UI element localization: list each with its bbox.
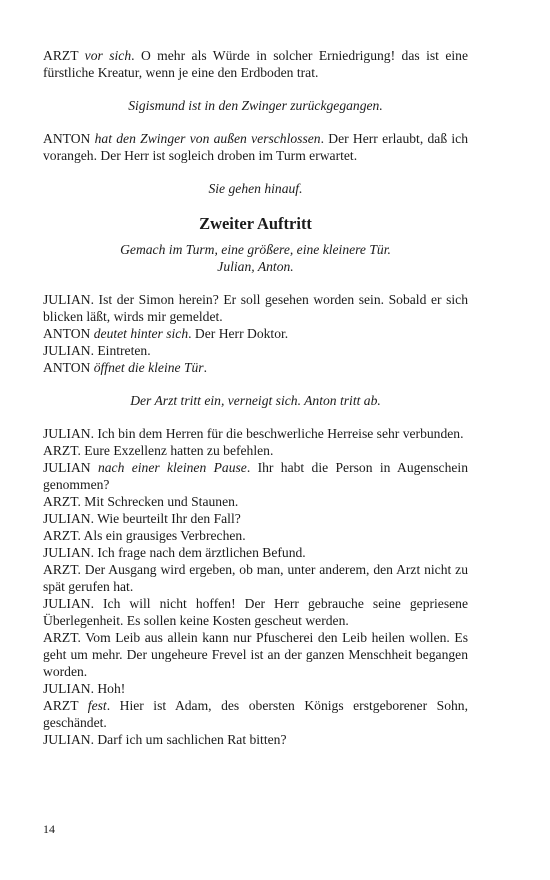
stage-direction-inline: vor sich [84, 48, 132, 63]
dialogue-line: JULIAN. Ist der Simon herein? Er soll gesehen worden sein. Sobald er sich blicken läßt, wirds mir gemeldet. [43, 292, 468, 324]
speaker: JULIAN [43, 460, 91, 475]
dialogue-line: ARZT. Der Ausgang wird ergeben, ob man, unter anderem, den Arzt nicht zu spät gerufen hat. [43, 562, 468, 594]
dialogue-line: JULIAN. Darf ich um sachlichen Rat bitten? [43, 732, 287, 747]
scene-setting: Gemach im Turm, eine größere, eine kleinere Tür. [120, 242, 391, 257]
dialogue-line [43, 130, 468, 164]
dialogue-line [43, 459, 468, 493]
speaker: ARZT [43, 698, 79, 713]
stage-direction-inline: fest [87, 698, 107, 713]
dialogue-line: JULIAN. Hoh! [43, 681, 126, 696]
line-text: . Hier ist Adam, des obersten Königs erstgeborener Sohn, geschändet. [43, 698, 469, 730]
scene-characters: Julian, Anton. [217, 259, 294, 274]
speaker: ARZT [43, 48, 79, 63]
speaker: ANTON [43, 326, 91, 341]
page-number: 14 [43, 822, 55, 836]
line-text: . O mehr als Würde in solcher Erniedrigung! das ist eine fürstliche Kreatur, wenn je eine den Erdboden trat. [43, 48, 469, 80]
dialogue-line: JULIAN. Eintreten. [43, 343, 151, 358]
stage-direction-inline: öffnet die kleine Tür [93, 360, 204, 375]
dialogue-line [43, 47, 468, 81]
stage-direction-inline: nach einer kleinen Pause [97, 460, 247, 475]
dialogue-line: JULIAN. Ich frage nach dem ärztlichen Befund. [43, 545, 306, 560]
dialogue-line: ARZT. Mit Schrecken und Staunen. [43, 494, 239, 509]
stage-direction-inline: deutet hinter sich [93, 326, 189, 341]
dialogue-line: JULIAN. Ich will nicht hoffen! Der Herr gebrauche seine gepriesene Überlegenheit. Es sollen keine Kosten gescheut werden. [43, 596, 468, 628]
speaker: ANTON [43, 131, 91, 146]
stage-direction: Sigismund ist in den Zwinger zurückgegangen. [128, 98, 383, 113]
stage-direction: Der Arzt tritt ein, verneigt sich. Anton tritt ab. [130, 393, 381, 408]
dialogue-line: ARZT. Vom Leib aus allein kann nur Pfuscherei den Leib heilen wollen. Es geht um mehr. Der ungeheure Frevel ist an der ganzen Menschheit begangen worden. [43, 630, 468, 679]
dialogue-line [43, 325, 468, 342]
scene-heading: Zweiter Auftritt [199, 214, 312, 233]
speaker: ANTON [43, 360, 91, 375]
dialogue-line [43, 359, 468, 376]
line-text: . Der Herr Doktor. [188, 326, 289, 341]
dialogue-line: JULIAN. Ich bin dem Herren für die beschwerliche Herreise sehr verbunden. [43, 426, 464, 441]
stage-direction: Sie gehen hinauf. [208, 181, 303, 196]
dialogue-line [43, 697, 468, 731]
stage-direction-inline: hat den Zwinger von außen verschlossen [94, 131, 321, 146]
line-text: . [203, 360, 207, 375]
dialogue-line: ARZT. Eure Exzellenz hatten zu befehlen. [43, 443, 274, 458]
dialogue-line: JULIAN. Wie beurteilt Ihr den Fall? [43, 511, 241, 526]
line-text: . Ihr habt die Person in Augenschein genommen? [43, 460, 468, 492]
line-text: . Der Herr erlaubt, daß ich vorangeh. Der Herr ist sogleich droben im Turm erwartet. [43, 131, 469, 163]
dialogue-line: ARZT. Als ein grausiges Verbrechen. [43, 528, 246, 543]
play-text-page [43, 47, 468, 748]
